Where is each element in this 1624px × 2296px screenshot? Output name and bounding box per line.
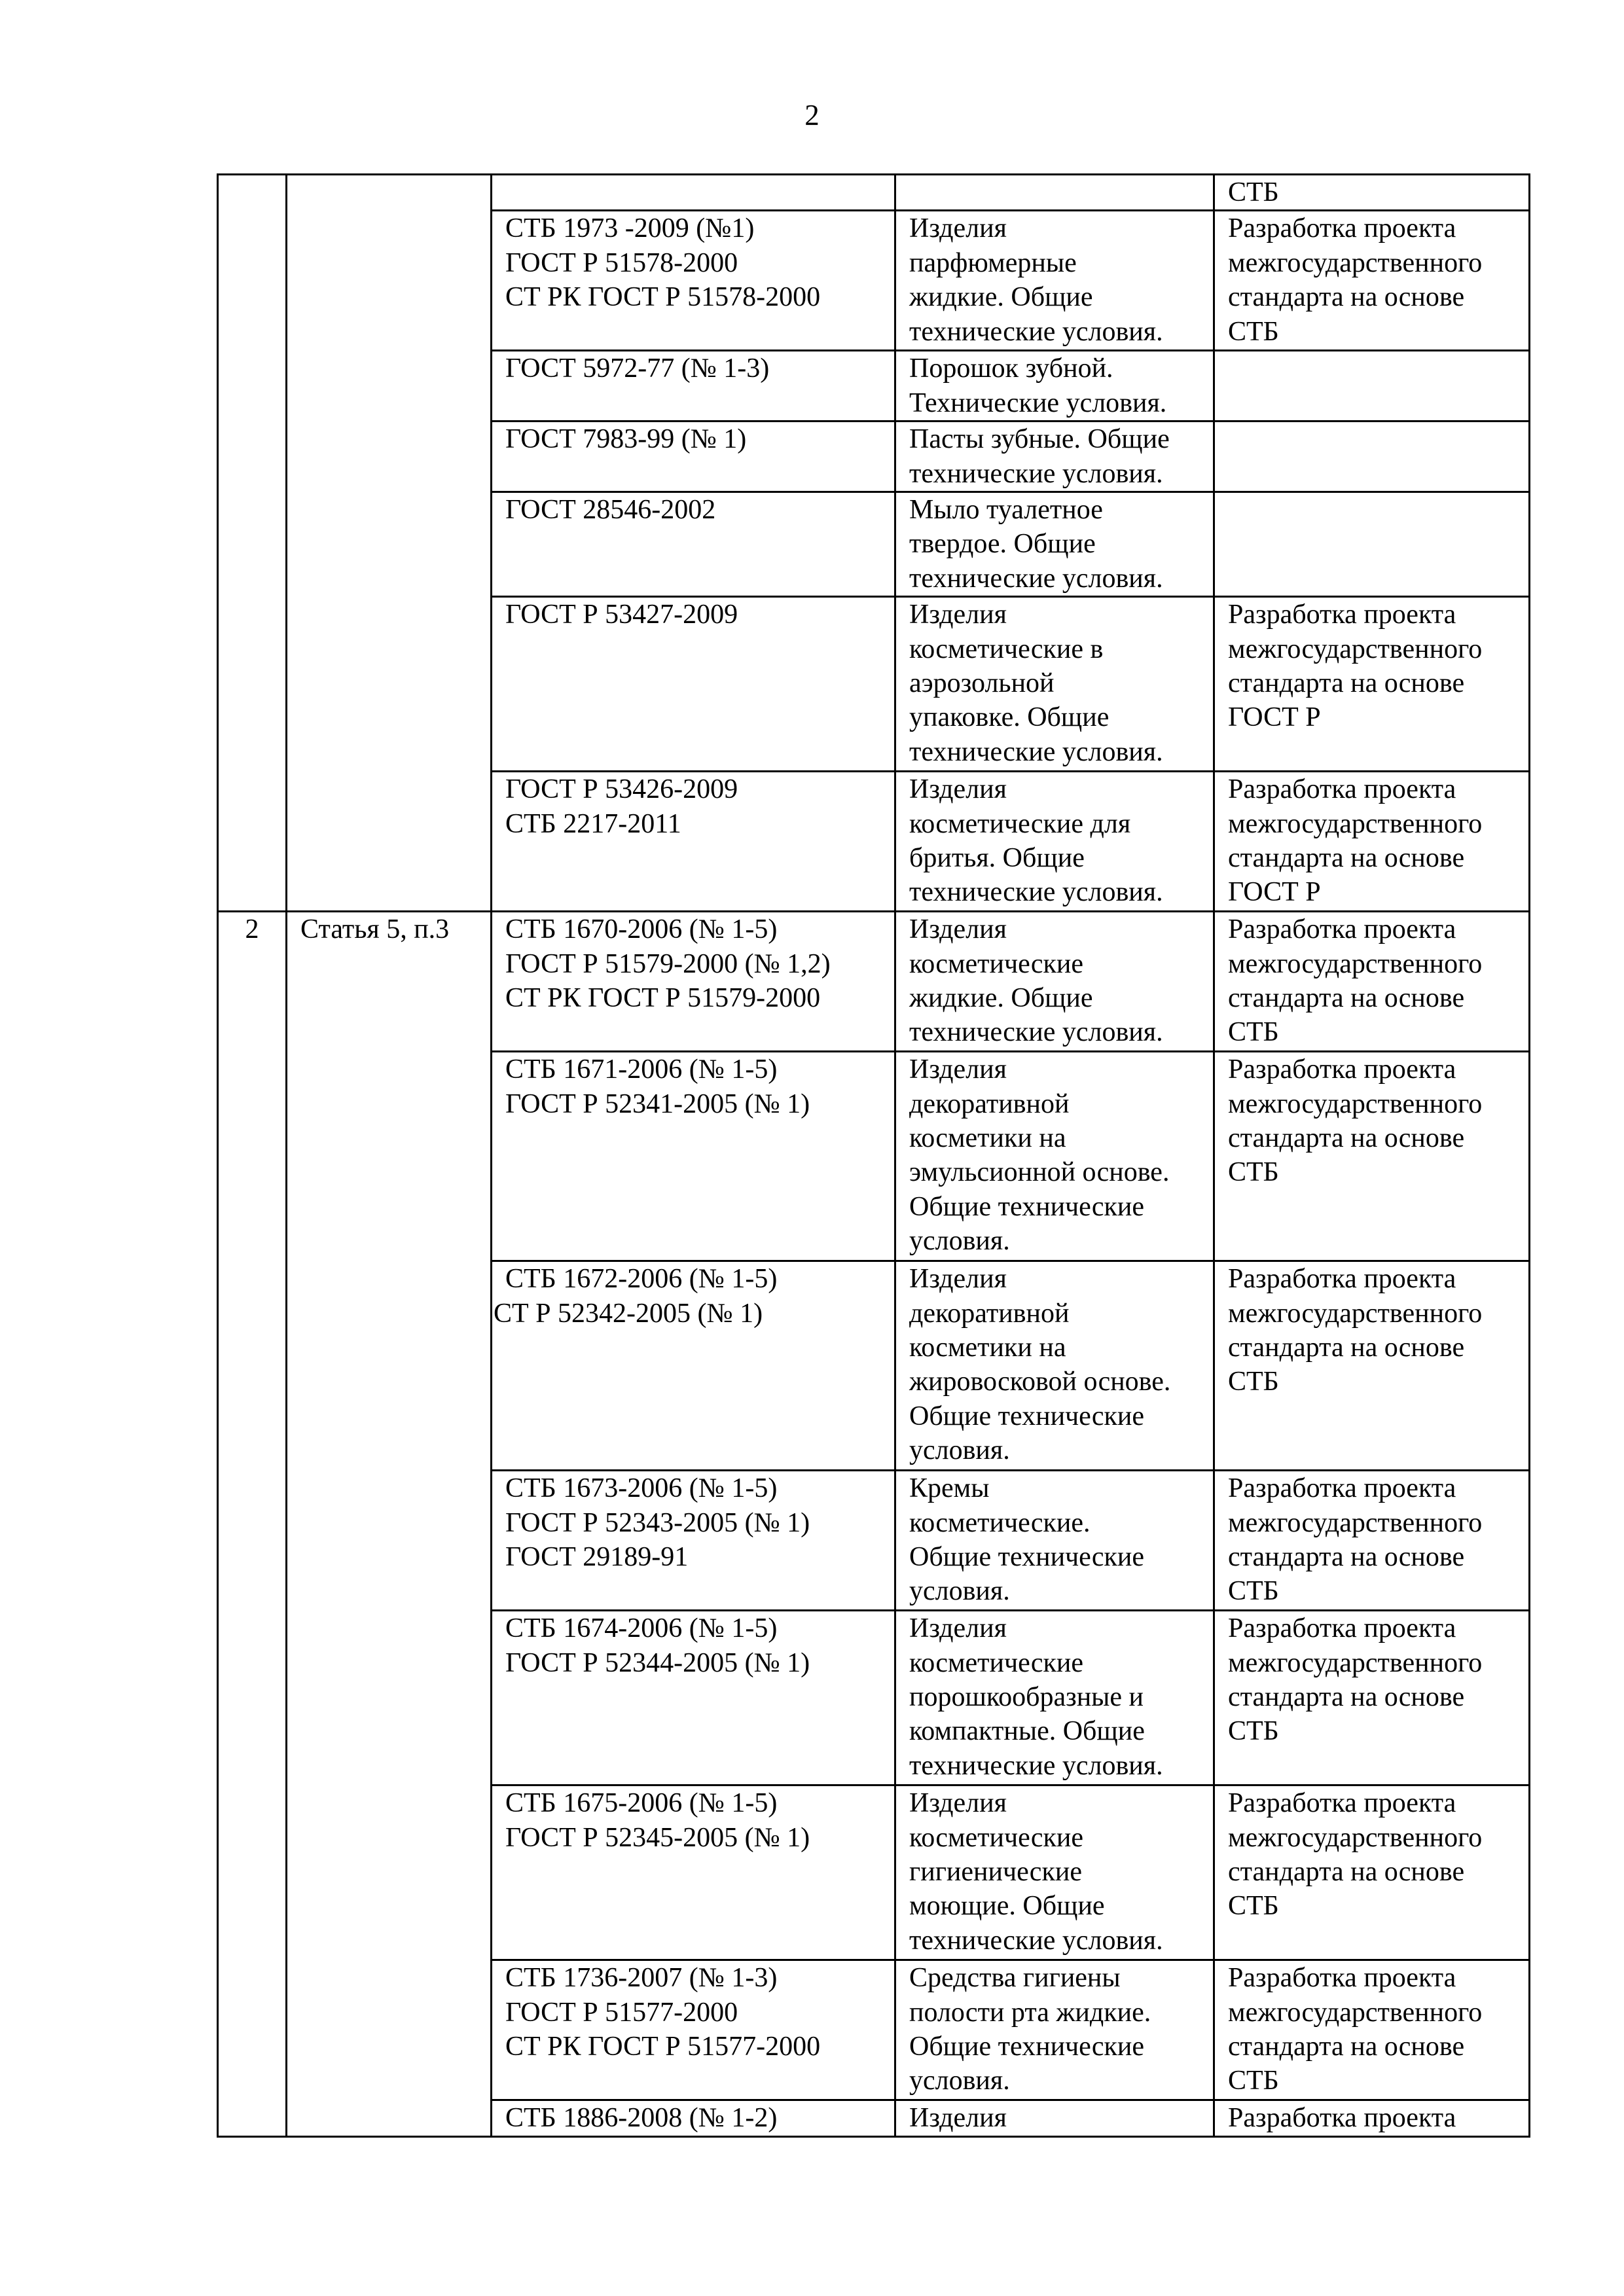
note-cell-line: СТБ bbox=[1228, 1576, 1279, 1607]
standard-numbers-cell-line: СТБ 1673-2006 (№ 1-5) bbox=[505, 1473, 778, 1504]
standard-title-cell-line: жировосковой основе. bbox=[909, 1367, 1171, 1397]
standard-title-cell-line: жидкие. Общие bbox=[909, 983, 1093, 1014]
table-row bbox=[218, 175, 1530, 211]
standard-numbers-cell bbox=[492, 597, 895, 772]
standard-numbers-cell-line: СТБ 1671-2006 (№ 1-5) bbox=[505, 1054, 778, 1085]
page-number: 2 bbox=[804, 99, 820, 132]
note-cell bbox=[1214, 211, 1530, 351]
standard-numbers-cell-line: СТБ 1886-2008 (№ 1-2) bbox=[505, 2103, 778, 2134]
standard-title-cell-line: косметики на bbox=[909, 1333, 1066, 1363]
note-cell-line: Разработка проекта bbox=[1228, 2103, 1456, 2134]
note-cell bbox=[1214, 912, 1530, 1052]
standard-title-cell-line: условия. bbox=[909, 2066, 1010, 2096]
standard-numbers-cell-line: ГОСТ Р 52345-2005 (№ 1) bbox=[505, 1822, 810, 1853]
standard-title-cell bbox=[895, 351, 1214, 422]
standard-numbers-cell-line: СТБ 1672-2006 (№ 1-5) bbox=[505, 1264, 778, 1295]
standard-title-cell-line: Изделия bbox=[909, 213, 1007, 244]
standard-title-cell-line: технические условия. bbox=[909, 563, 1163, 594]
standard-title-cell-line: гигиенические bbox=[909, 1857, 1082, 1888]
standard-title-cell-line: бритья. Общие bbox=[909, 843, 1085, 874]
standard-title-cell-line: косметические bbox=[909, 1647, 1083, 1678]
note-cell-line: Разработка проекта bbox=[1228, 914, 1456, 945]
note-cell-line: межгосударственного bbox=[1228, 1088, 1483, 1119]
note-cell-line: межгосударственного bbox=[1228, 634, 1483, 664]
standard-title-cell bbox=[895, 1261, 1214, 1471]
article-cell bbox=[287, 175, 492, 912]
note-cell bbox=[1214, 175, 1530, 211]
standard-numbers-cell-line: СТ Р 52342-2005 (№ 1) bbox=[494, 1298, 763, 1329]
standard-title-cell-line: косметики на bbox=[909, 1123, 1066, 1154]
note-cell-line: стандарта на основе bbox=[1228, 2032, 1465, 2062]
standard-numbers-cell bbox=[492, 175, 895, 211]
standard-title-cell-line: косметические bbox=[909, 1822, 1083, 1853]
standard-title-cell-line: Изделия bbox=[909, 774, 1007, 805]
standard-title-cell-line: технические условия. bbox=[909, 1750, 1163, 1781]
standard-title-cell-line: Средства гигиены bbox=[909, 1963, 1121, 1994]
standard-title-cell-line: косметические bbox=[909, 948, 1083, 979]
standard-title-cell-line: условия. bbox=[909, 1576, 1010, 1607]
standard-title-cell bbox=[895, 2100, 1214, 2136]
note-cell-line: межгосударственного bbox=[1228, 808, 1483, 839]
note-cell-line: стандарта на основе bbox=[1228, 843, 1465, 874]
standard-numbers-cell-line: СТБ 1973 -2009 (№1) bbox=[505, 213, 755, 244]
note-cell-line: Разработка проекта bbox=[1228, 1963, 1456, 1994]
standard-numbers-cell-line: ГОСТ Р 53427-2009 bbox=[505, 600, 738, 630]
note-cell bbox=[1214, 1052, 1530, 1261]
note-cell bbox=[1214, 1471, 1530, 1611]
standard-title-cell bbox=[895, 1471, 1214, 1611]
standard-numbers-cell-line: ГОСТ Р 51578-2000 bbox=[505, 247, 738, 278]
standard-title-cell-line: технические условия. bbox=[909, 1925, 1163, 1956]
standard-numbers-cell-line: СТБ 1736-2007 (№ 1-3) bbox=[505, 1963, 778, 1994]
standard-title-cell bbox=[895, 492, 1214, 597]
note-cell-line: Разработка проекта bbox=[1228, 600, 1456, 630]
note-cell-line: Разработка проекта bbox=[1228, 1613, 1456, 1644]
note-cell-line: межгосударственного bbox=[1228, 1822, 1483, 1853]
standard-title-cell-line: Изделия bbox=[909, 1054, 1007, 1085]
standard-title-cell-line: компактные. Общие bbox=[909, 1716, 1145, 1747]
note-cell-line: Разработка проекта bbox=[1228, 1264, 1456, 1295]
standard-title-cell-line: технические условия. bbox=[909, 458, 1163, 489]
standard-title-cell-line: технические условия. bbox=[909, 316, 1163, 347]
note-cell-line: СТБ bbox=[1228, 1367, 1279, 1397]
standard-title-cell-line: Изделия bbox=[909, 1613, 1007, 1644]
note-cell bbox=[1214, 1261, 1530, 1471]
standard-title-cell-line: декоративной bbox=[909, 1298, 1070, 1329]
standard-numbers-cell-line: СТ РК ГОСТ Р 51578-2000 bbox=[505, 282, 821, 313]
standard-numbers-cell-line: ГОСТ 5972-77 (№ 1-3) bbox=[505, 353, 770, 384]
standard-numbers-cell-line: ГОСТ 7983-99 (№ 1) bbox=[505, 424, 747, 455]
article-ref: Статья 5, п.3 bbox=[300, 914, 450, 945]
standard-numbers-cell-line: СТБ 1675-2006 (№ 1-5) bbox=[505, 1788, 778, 1819]
note-cell bbox=[1214, 1785, 1530, 1960]
standard-numbers-cell-line: ГОСТ 29189-91 bbox=[505, 1542, 689, 1573]
row-number: 2 bbox=[245, 914, 259, 945]
standard-title-cell-line: упаковке. Общие bbox=[909, 702, 1110, 733]
note-cell-line: стандарта на основе bbox=[1228, 668, 1465, 699]
note-cell-line: межгосударственного bbox=[1228, 1298, 1483, 1329]
note-cell bbox=[1214, 1611, 1530, 1785]
standard-title-cell-line: декоративной bbox=[909, 1088, 1070, 1119]
note-cell-line: СТБ bbox=[1228, 1017, 1279, 1048]
standard-numbers-cell bbox=[492, 912, 895, 1052]
standard-title-cell-line: Изделия bbox=[909, 2103, 1007, 2134]
standard-title-cell bbox=[895, 1785, 1214, 1960]
standard-title-cell-line: полости рта жидкие. bbox=[909, 1997, 1151, 2028]
standard-title-cell-line: Порошок зубной. bbox=[909, 353, 1113, 384]
note-cell bbox=[1214, 422, 1530, 492]
note-cell-line: СТБ bbox=[1228, 1716, 1279, 1747]
note-cell bbox=[1214, 1960, 1530, 2100]
standard-title-cell bbox=[895, 1052, 1214, 1261]
note-cell-line: СТБ bbox=[1228, 177, 1279, 207]
note-cell-line: стандарта на основе bbox=[1228, 1333, 1465, 1363]
standard-numbers-cell bbox=[492, 1785, 895, 1960]
standard-numbers-cell bbox=[492, 492, 895, 597]
note-cell-line: стандарта на основе bbox=[1228, 1857, 1465, 1888]
standard-title-cell-line: парфюмерные bbox=[909, 247, 1077, 278]
standard-numbers-cell-line: СТБ 1670-2006 (№ 1-5) bbox=[505, 914, 778, 945]
standard-title-cell-line: технические условия. bbox=[909, 877, 1163, 908]
standard-numbers-cell-line: ГОСТ Р 53426-2009 bbox=[505, 774, 738, 805]
standard-numbers-cell bbox=[492, 1471, 895, 1611]
note-cell-line: ГОСТ Р bbox=[1228, 877, 1321, 908]
standard-title-cell bbox=[895, 422, 1214, 492]
standard-numbers-cell bbox=[492, 1960, 895, 2100]
note-cell bbox=[1214, 597, 1530, 772]
standard-numbers-cell bbox=[492, 1052, 895, 1261]
standard-title-cell bbox=[895, 912, 1214, 1052]
standard-title-cell-line: Общие технические bbox=[909, 2032, 1145, 2062]
note-cell-line: Разработка проекта bbox=[1228, 213, 1456, 244]
standard-numbers-cell bbox=[492, 772, 895, 912]
note-cell-line: Разработка проекта bbox=[1228, 774, 1456, 805]
standard-numbers-cell-line: ГОСТ Р 51579-2000 (№ 1,2) bbox=[505, 948, 831, 979]
note-cell bbox=[1214, 772, 1530, 912]
standard-numbers-cell-line: ГОСТ Р 52343-2005 (№ 1) bbox=[505, 1507, 810, 1538]
standard-title-cell bbox=[895, 175, 1214, 211]
note-cell-line: СТБ bbox=[1228, 1891, 1279, 1922]
standard-title-cell-line: Технические условия. bbox=[909, 387, 1167, 418]
note-cell-line: ГОСТ Р bbox=[1228, 702, 1321, 733]
standards-table bbox=[217, 173, 1530, 2138]
standard-title-cell-line: твердое. Общие bbox=[909, 529, 1096, 560]
standard-title-cell-line: Кремы bbox=[909, 1473, 990, 1504]
standard-title-cell-line: Общие технические bbox=[909, 1191, 1145, 1222]
standard-title-cell-line: Изделия bbox=[909, 1788, 1007, 1819]
standard-title-cell-line: Изделия bbox=[909, 1264, 1007, 1295]
note-cell-line: межгосударственного bbox=[1228, 1507, 1483, 1538]
standard-numbers-cell bbox=[492, 1611, 895, 1785]
standard-numbers-cell-line: СТ РК ГОСТ Р 51577-2000 bbox=[505, 2032, 821, 2062]
note-cell-line: СТБ bbox=[1228, 2066, 1279, 2096]
standard-title-cell-line: Общие технические bbox=[909, 1401, 1145, 1431]
standard-numbers-cell bbox=[492, 2100, 895, 2136]
note-cell-line: стандарта на основе bbox=[1228, 1682, 1465, 1713]
standard-numbers-cell bbox=[492, 1261, 895, 1471]
standard-title-cell-line: жидкие. Общие bbox=[909, 282, 1093, 313]
standard-title-cell-line: технические условия. bbox=[909, 1017, 1163, 1048]
standard-numbers-cell bbox=[492, 351, 895, 422]
standard-title-cell-line: моющие. Общие bbox=[909, 1891, 1105, 1922]
standard-numbers-cell bbox=[492, 211, 895, 351]
note-cell-line: Разработка проекта bbox=[1228, 1054, 1456, 1085]
standard-numbers-cell-line: СТБ 2217-2011 bbox=[505, 808, 681, 839]
standard-title-cell-line: Мыло туалетное bbox=[909, 495, 1103, 526]
note-cell-line: стандарта на основе bbox=[1228, 1123, 1465, 1154]
table-row bbox=[218, 912, 1530, 1052]
row-number-cell bbox=[218, 912, 287, 2136]
article-cell bbox=[287, 912, 492, 2136]
standard-title-cell-line: аэрозольной bbox=[909, 668, 1055, 699]
note-cell-line: межгосударственного bbox=[1228, 1997, 1483, 2028]
standard-title-cell-line: Изделия bbox=[909, 600, 1007, 630]
standard-title-cell-line: Пасты зубные. Общие bbox=[909, 424, 1170, 455]
note-cell-line: стандарта на основе bbox=[1228, 983, 1465, 1014]
standard-title-cell-line: порошкообразные и bbox=[909, 1682, 1144, 1713]
standard-title-cell bbox=[895, 1611, 1214, 1785]
standard-numbers-cell-line: ГОСТ 28546-2002 bbox=[505, 495, 716, 526]
row-number-cell bbox=[218, 175, 287, 912]
note-cell bbox=[1214, 2100, 1530, 2136]
standard-title-cell bbox=[895, 1960, 1214, 2100]
standard-numbers-cell-line: ГОСТ Р 52341-2005 (№ 1) bbox=[505, 1088, 810, 1119]
note-cell-line: СТБ bbox=[1228, 316, 1279, 347]
note-cell-line: Разработка проекта bbox=[1228, 1473, 1456, 1504]
standard-numbers-cell-line: ГОСТ Р 51577-2000 bbox=[505, 1997, 738, 2028]
standard-title-cell bbox=[895, 211, 1214, 351]
standard-title-cell bbox=[895, 772, 1214, 912]
note-cell-line: межгосударственного bbox=[1228, 1647, 1483, 1678]
note-cell bbox=[1214, 492, 1530, 597]
note-cell-line: СТБ bbox=[1228, 1157, 1279, 1188]
standard-title-cell bbox=[895, 597, 1214, 772]
note-cell-line: стандарта на основе bbox=[1228, 282, 1465, 313]
standard-title-cell-line: условия. bbox=[909, 1226, 1010, 1257]
standard-title-cell-line: косметические в bbox=[909, 634, 1104, 664]
note-cell-line: межгосударственного bbox=[1228, 948, 1483, 979]
standard-title-cell-line: Общие технические bbox=[909, 1542, 1145, 1573]
standard-title-cell-line: косметические для bbox=[909, 808, 1131, 839]
standard-title-cell-line: технические условия. bbox=[909, 736, 1163, 767]
standard-title-cell-line: условия. bbox=[909, 1435, 1010, 1466]
standard-numbers-cell-line: ГОСТ Р 52344-2005 (№ 1) bbox=[505, 1647, 810, 1678]
standard-numbers-cell-line: СТБ 1674-2006 (№ 1-5) bbox=[505, 1613, 778, 1644]
note-cell-line: Разработка проекта bbox=[1228, 1788, 1456, 1819]
standard-title-cell-line: эмульсионной основе. bbox=[909, 1157, 1170, 1188]
note-cell bbox=[1214, 351, 1530, 422]
note-cell-line: межгосударственного bbox=[1228, 247, 1483, 278]
standard-numbers-cell-line: СТ РК ГОСТ Р 51579-2000 bbox=[505, 983, 821, 1014]
standard-numbers-cell bbox=[492, 422, 895, 492]
note-cell-line: стандарта на основе bbox=[1228, 1542, 1465, 1573]
standard-title-cell-line: косметические. bbox=[909, 1507, 1091, 1538]
standard-title-cell-line: Изделия bbox=[909, 914, 1007, 945]
